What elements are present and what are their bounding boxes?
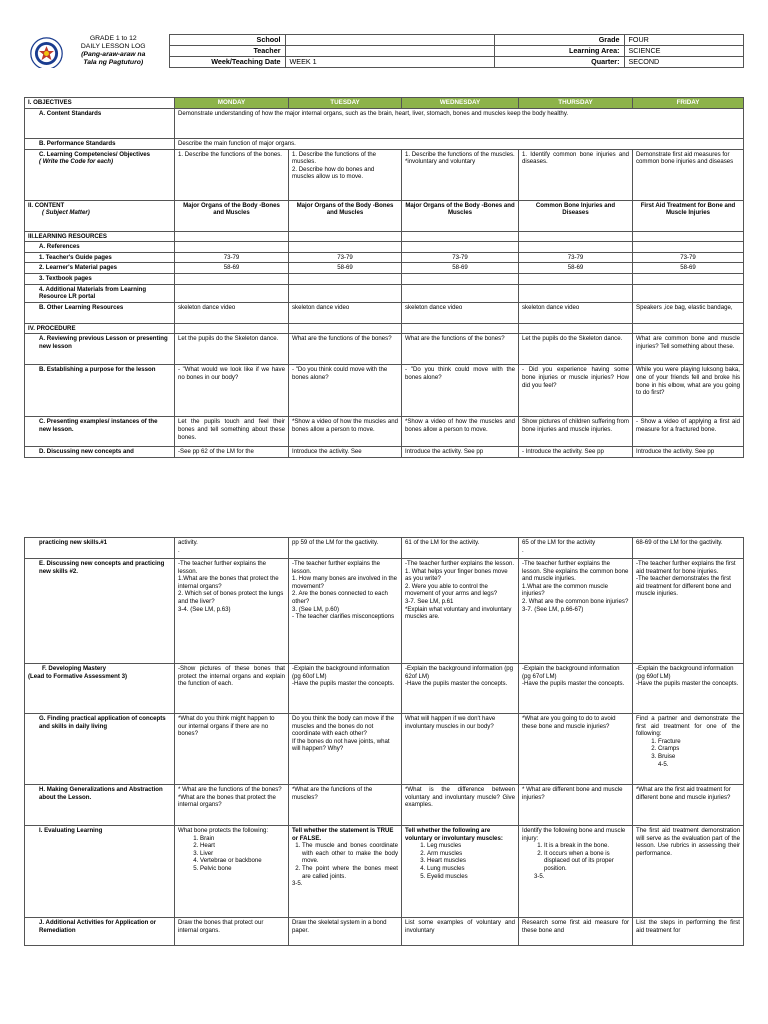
- reviewing-friday: What are common bone and muscle injuries? Tell something about these.: [633, 334, 744, 365]
- quarter-label: Quarter:: [494, 57, 624, 68]
- evaluating-thursday-list: [522, 842, 629, 872]
- content-title: II. CONTENT: [28, 201, 65, 209]
- list-item: 2. Arm muscles: [427, 850, 515, 858]
- content-thursday: Common Bone Injuries and Diseases: [519, 200, 633, 231]
- application-tuesday: Do you think the body can move if the muscles and the bones do not coordinate with each other? If the bones do not have joints, what will happen? Why?: [289, 714, 402, 785]
- list-item: 3. Heart muscles: [427, 857, 515, 865]
- developing-mastery-label: [25, 664, 175, 714]
- evaluating-wednesday: [402, 826, 519, 918]
- list-item: 1. Fracture: [658, 738, 740, 746]
- day-tuesday: TUESDAY: [289, 98, 402, 109]
- row-developing-mastery: [25, 664, 744, 714]
- competency-wednesday: 1. Describe the functions of the muscles. *involuntary and voluntary: [402, 149, 519, 200]
- lm-friday: 58-69: [633, 263, 744, 274]
- row-presenting-examples: [25, 417, 744, 447]
- other-monday: skeleton dance video: [175, 302, 289, 323]
- discussing-1-cont-monday: activity. .: [175, 538, 289, 559]
- competency-monday: 1. Describe the functions of the bones.: [175, 149, 289, 200]
- reviewing-monday: Let the pupils do the Skeleton dance.: [175, 334, 289, 365]
- application-wednesday: What will happen if we don't have involuntary muscles in our body?: [402, 714, 519, 785]
- tg-thursday: 73-79: [519, 252, 633, 263]
- competency-friday: Demonstrate first aid measures for common bone injuries and diseases: [633, 149, 744, 200]
- week-value[interactable]: WEEK 1: [285, 57, 494, 68]
- grade-value[interactable]: FOUR: [624, 35, 743, 46]
- teachers-guide-label: 1. Teacher's Guide pages: [25, 252, 175, 263]
- row-competencies: [25, 149, 744, 200]
- list-item: 1. It is a break in the bone.: [544, 842, 629, 850]
- list-item: 2. Cramps: [658, 745, 740, 753]
- evaluating-tuesday: [289, 826, 402, 918]
- content-label: [25, 200, 175, 231]
- purpose-label: B. Establishing a purpose for the lesson: [25, 365, 175, 417]
- reviewing-tuesday: What are the functions of the bones?: [289, 334, 402, 365]
- list-item: 2. It occurs when a bone is displaced out of its proper position.: [544, 850, 629, 873]
- discussing-1-tuesday: Introduce the activity. See: [289, 447, 402, 458]
- mastery-friday: -Explain the background information (pg 69of LM) -Have the pupils master the concepts.: [633, 664, 744, 714]
- additional-materials-label: 4. Additional Materials from Learning Resource LR portal: [25, 284, 175, 302]
- content-monday: Major Organs of the Body -Bones and Muscles: [175, 200, 289, 231]
- quarter-value[interactable]: SECOND: [624, 57, 743, 68]
- discussing-2-tuesday: -The teacher further explains the lesson. 1. How many bones are involved in the movement? 2. Are the bones connected to each other? 3. (See LM, p.60) - The teacher clarifies misconceptions: [289, 559, 402, 664]
- generalizations-wednesday: *What is the difference between voluntary and involuntary muscle? Give examples.: [402, 785, 519, 826]
- day-wednesday: WEDNESDAY: [402, 98, 519, 109]
- row-procedure: [25, 323, 744, 334]
- competencies-label: [25, 149, 175, 200]
- lesson-log-title: [24, 35, 169, 68]
- discussing-1-cont-thursday: 65 of the LM for the activity .: [519, 538, 633, 559]
- discussing-1-monday: -See pp 62 of the LM for the: [175, 447, 289, 458]
- reviewing-label: A. Reviewing previous Lesson or presenting new lesson: [25, 334, 175, 365]
- presenting-label: C. Presenting examples/ instances of the new lesson.: [25, 417, 175, 447]
- discussing-1-cont-friday: 68-69 of the LM for the gactivity.: [633, 538, 744, 559]
- mastery-thursday: -Explain the background information (pg 67of LM) -Have the pupils master the concepts.: [519, 664, 633, 714]
- purpose-tuesday: - "Do you think could move with the bones alone?: [289, 365, 402, 417]
- evaluating-thursday: [519, 826, 633, 918]
- generalizations-friday: *What are the first aid treatment for different bone and muscle injuries?: [633, 785, 744, 826]
- row-learners-material: [25, 263, 744, 274]
- additional-thursday: Research some first aid measure for these bone and: [519, 918, 633, 946]
- school-label: School: [169, 35, 285, 46]
- row-discussing-1-cont: [25, 538, 744, 559]
- title-line-3: (Pang-araw-araw na: [81, 51, 146, 58]
- application-friday-intro: Find a partner and demonstrate the first aid treatment for one of the following:: [636, 715, 740, 738]
- other-wednesday: skeleton dance video: [402, 302, 519, 323]
- title-line-2: DAILY LESSON LOG: [80, 42, 146, 50]
- list-item: 1. Leg muscles: [427, 842, 515, 850]
- list-item: 2. Heart: [200, 842, 285, 850]
- list-item: 3. Liver: [200, 850, 285, 858]
- deped-seal-icon: [30, 37, 63, 68]
- lm-thursday: 58-69: [519, 263, 633, 274]
- evaluating-wednesday-intro: Tell whether the following are voluntary or involuntary muscles:: [405, 827, 503, 842]
- header-table: [24, 34, 744, 68]
- discussing-1-friday: Introduce the activity. See pp: [633, 447, 744, 458]
- row-learning-resources: [25, 231, 744, 242]
- application-label: G. Finding practical application of concepts and skills in daily living: [25, 714, 175, 785]
- application-friday-list: [636, 738, 740, 761]
- application-thursday: *What are you going to do to avoid these bone and muscle injuries?: [519, 714, 633, 785]
- discussing-2-thursday: -The teacher further explains the lesson. She explains the common bone and muscle injuries. 1.What are the common muscle injuries? 2. What are the common bone injuries? 3-7. (See LM, p.66-67): [519, 559, 633, 664]
- row-reviewing: [25, 334, 744, 365]
- additional-monday: Draw the bones that protect our internal organs.: [175, 918, 289, 946]
- discussing-1-thursday: - Introduce the activity. See pp: [519, 447, 633, 458]
- evaluating-monday-list: [178, 835, 285, 873]
- presenting-monday: Let the pupils touch and feel their bones and tell something about these bones.: [175, 417, 289, 447]
- list-item: 2. The point where the bones meet are called joints.: [302, 865, 398, 880]
- presenting-tuesday: *Show a video of how the muscles and bones allow a person to move.: [289, 417, 402, 447]
- purpose-friday: While you were playing luksong baka, one of your friends fell and broke his bone in his elbow, what are you going to do first?: [633, 365, 744, 417]
- discussing-2-label: E. Discussing new concepts and practicing new skills #2.: [25, 559, 175, 664]
- page-one: [0, 0, 768, 470]
- row-establishing-purpose: [25, 365, 744, 417]
- row-evaluating: [25, 826, 744, 918]
- reviewing-thursday: Let the pupils do the Skeleton dance.: [519, 334, 633, 365]
- row-generalizations: [25, 785, 744, 826]
- discussing-1-cont-tuesday: pp 59 of the LM for the gactivity.: [289, 538, 402, 559]
- evaluating-wednesday-list: [405, 842, 515, 880]
- discussing-2-friday: -The teacher further explains the first aid treatment for bone injuries. -The teacher demonstrates the first aid treatment for different bone and muscle injuries.: [633, 559, 744, 664]
- generalizations-label: H. Making Generalizations and Abstraction about the Lesson.: [25, 785, 175, 826]
- teacher-label: Teacher: [169, 46, 285, 57]
- textbook-label: 3. Textbook pages: [25, 273, 175, 284]
- row-discussing-1: [25, 447, 744, 458]
- lesson-grid-page-2: [24, 537, 744, 946]
- lesson-grid-page-1: [24, 97, 744, 458]
- content-tuesday: Major Organs of the Body -Bones and Muscles: [289, 200, 402, 231]
- title-line-4: Tala ng Pagtuturo): [83, 59, 144, 67]
- purpose-wednesday: - "Do you think could move with the bones alone?: [402, 365, 519, 417]
- list-item: 1. Brain: [200, 835, 285, 843]
- title-line-1: GRADE 1 to 12: [89, 34, 137, 42]
- procedure-label: IV. PROCEDURE: [25, 323, 175, 334]
- evaluating-friday: The first aid treatment demonstration will serve as the evaluation part of the lesson. Use rubrics in assessing their performance.: [633, 826, 744, 918]
- list-item: 4. Lung muscles: [427, 865, 515, 873]
- discussing-1-label: D. Discussing new concepts and: [25, 447, 175, 458]
- competency-tuesday: 1. Describe the functions of the muscles. 2. Describe how do bones and muscles allow us to move.: [289, 149, 402, 200]
- resources-label: III.LEARNING RESOURCES: [25, 231, 175, 242]
- performance-standards-label: B. Performance Standards: [25, 139, 175, 150]
- list-item: 4. Vertebrae or backbone: [200, 857, 285, 865]
- discussing-2-monday: -The teacher further explains the lesson. 1.What are the bones that protect the internal organs? 2. Which set of bones protect the lungs and the liver? 3-4. (See LM, p.63): [175, 559, 289, 664]
- grade-label: Grade: [494, 35, 624, 46]
- competencies-title: C. Learning Competencies/ Objectives: [39, 150, 151, 158]
- generalizations-tuesday: *What are the functions of the muscles?: [289, 785, 402, 826]
- competencies-sub: ( Write the Code for each): [39, 158, 114, 166]
- lm-wednesday: 58-69: [402, 263, 519, 274]
- day-monday: MONDAY: [175, 98, 289, 109]
- evaluating-monday-intro: What bone protects the following:: [178, 827, 269, 834]
- presenting-wednesday: *Show a video of how the muscles and bones allow a person to move.: [402, 417, 519, 447]
- purpose-monday: - "What would we look like if we have no bones in our body?: [175, 365, 289, 417]
- developing-mastery-sub: (Lead to Formative Assessment 3): [28, 672, 127, 680]
- objectives-heading: I. OBJECTIVES: [25, 98, 175, 109]
- evaluating-monday: [175, 826, 289, 918]
- content-wednesday: Major Organs of the Body -Bones and Muscles: [402, 200, 519, 231]
- additional-activities-label: J. Additional Activities for Application or Remediation: [25, 918, 175, 946]
- presenting-thursday: Show pictures of children suffering from bone injuries and muscle injuries.: [519, 417, 633, 447]
- row-teachers-guide: [25, 252, 744, 263]
- evaluating-label: I. Evaluating Learning: [25, 826, 175, 918]
- list-item: 1. The muscle and bones coordinate with each other to make the body move.: [302, 842, 398, 865]
- evaluating-thursday-intro: Identify the following bone and muscle injury:: [522, 827, 626, 842]
- presenting-friday: - Show a video of applying a first aid measure for a fractured bone.: [633, 417, 744, 447]
- row-content-standards: [25, 109, 744, 139]
- content-standards-label: A. Content Standards: [25, 109, 175, 139]
- mastery-tuesday: -Explain the background information (pg 60of LM) -Have the pupils master the concepts.: [289, 664, 402, 714]
- purpose-thursday: - Did you experience having some bone injuries or muscle injuries? How did you feel?: [519, 365, 633, 417]
- evaluating-tuesday-tail: 3-5.: [292, 880, 303, 888]
- mastery-monday: -Show pictures of these bones that protect the internal organs and explain the function of each.: [175, 664, 289, 714]
- application-monday: *What do you think might happen to our internal organs if there are no bones?: [175, 714, 289, 785]
- row-textbook: [25, 273, 744, 284]
- references-label: A. References: [25, 242, 175, 253]
- teacher-value[interactable]: [285, 46, 494, 57]
- tg-friday: 73-79: [633, 252, 744, 263]
- additional-wednesday: List some examples of voluntary and involuntary: [402, 918, 519, 946]
- row-additional-materials: [25, 284, 744, 302]
- learning-area-label: Learning Area:: [494, 46, 624, 57]
- row-performance-standards: [25, 139, 744, 150]
- row-other-resources: [25, 302, 744, 323]
- list-item: 5. Eyelid muscles: [427, 873, 515, 881]
- day-friday: FRIDAY: [633, 98, 744, 109]
- content-sub: ( Subject Matter): [42, 209, 90, 217]
- evaluating-tuesday-intro: Tell whether the statement is TRUE or FALSE.: [292, 827, 394, 842]
- additional-friday: List the steps in performing the first aid treatment for: [633, 918, 744, 946]
- tg-monday: 73-79: [175, 252, 289, 263]
- developing-mastery-title: F. Developing Mastery: [42, 665, 107, 672]
- other-resources-label: B. Other Learning Resources: [25, 302, 175, 323]
- learning-area-value[interactable]: SCIENCE: [624, 46, 743, 57]
- school-value[interactable]: [285, 35, 494, 46]
- row-additional-activities: [25, 918, 744, 946]
- performance-standards-text: Describe the main function of major organs.: [175, 139, 744, 150]
- application-friday-tail: 4-5.: [658, 760, 669, 768]
- content-friday: First Aid Treatment for Bone and Muscle Injuries: [633, 200, 744, 231]
- discussing-1-wednesday: Introduce the activity. See pp: [402, 447, 519, 458]
- content-standards-text: Demonstrate understanding of how the major internal organs, such as the brain, heart, liver, stomach, bones and muscles keep the body healthy.: [175, 109, 744, 139]
- tg-wednesday: 73-79: [402, 252, 519, 263]
- row-practical-application: [25, 714, 744, 785]
- day-header-row: [25, 98, 744, 109]
- additional-tuesday: Draw the skeletal system in a bond paper.: [289, 918, 402, 946]
- generalizations-thursday: * What are different bone and muscle injuries?: [519, 785, 633, 826]
- other-tuesday: skeleton dance video: [289, 302, 402, 323]
- other-thursday: skeleton dance video: [519, 302, 633, 323]
- lm-monday: 58-69: [175, 263, 289, 274]
- row-content: [25, 200, 744, 231]
- lm-tuesday: 58-69: [289, 263, 402, 274]
- learners-material-label: 2. Learner's Material pages: [25, 263, 175, 274]
- row-references: [25, 242, 744, 253]
- discussing-2-wednesday: -The teacher further explains the lesson. 1. What helps your finger bones move as you write? 2. Were you able to control the movement of your arms and legs? 3-7. See LM, p.61 *Explain what voluntary and involuntary muscles are.: [402, 559, 519, 664]
- application-friday: [633, 714, 744, 785]
- discussing-1-label-cont: practicing new skills.#1: [25, 538, 175, 559]
- evaluating-thursday-tail: 3-5.: [534, 872, 545, 880]
- competency-thursday: 1. Identify common bone injuries and diseases.: [519, 149, 633, 200]
- row-discussing-2: [25, 559, 744, 664]
- list-item: 5. Pelvic bone: [200, 865, 285, 873]
- mastery-wednesday: -Explain the background information (pg 62of LM) -Have the pupils master the concepts.: [402, 664, 519, 714]
- evaluating-tuesday-list: [292, 842, 398, 880]
- list-item: 3. Bruise: [658, 753, 740, 761]
- other-friday: Speakers ,ice bag, elastic bandage,: [633, 302, 744, 323]
- reviewing-wednesday: What are the functions of the bones?: [402, 334, 519, 365]
- discussing-1-cont-wednesday: 61 of the LM for the activity.: [402, 538, 519, 559]
- week-label: Week/Teaching Date: [169, 57, 285, 68]
- tg-tuesday: 73-79: [289, 252, 402, 263]
- generalizations-monday: * What are the functions of the bones? *What are the bones that protect the internal organs?: [175, 785, 289, 826]
- day-thursday: THURSDAY: [519, 98, 633, 109]
- page-two: [0, 532, 768, 1024]
